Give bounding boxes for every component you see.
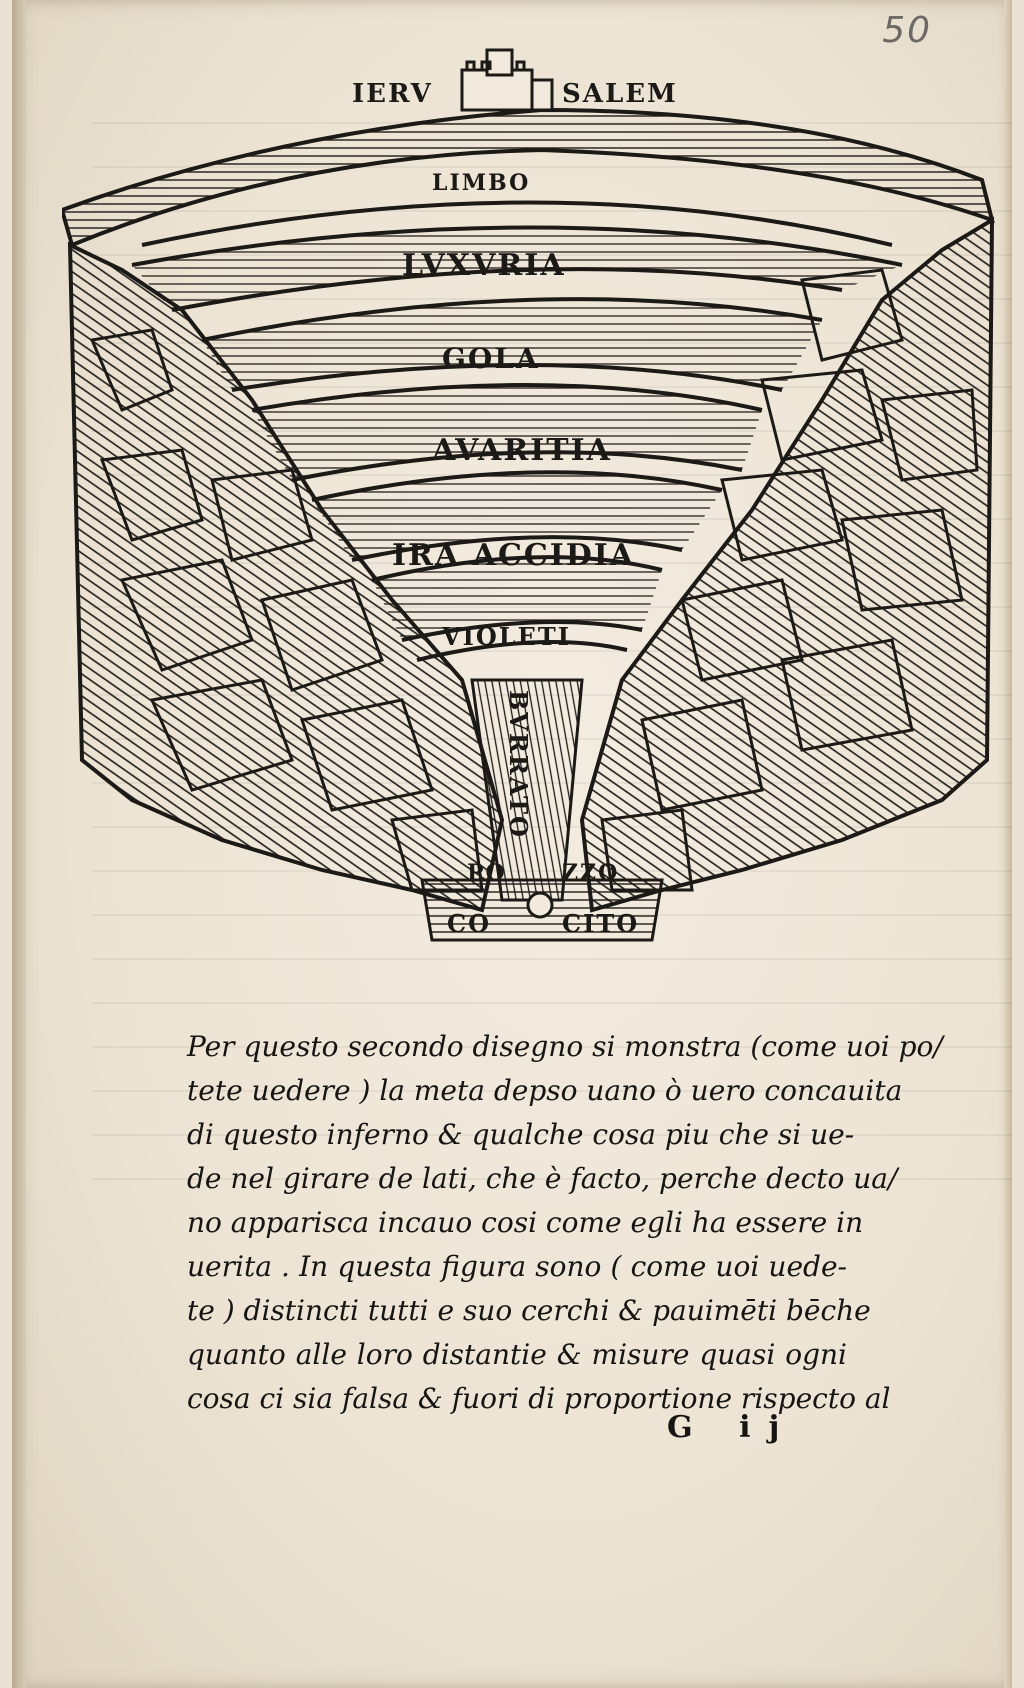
- text-line: Per questo secondo disegno si monstra (come uoi po/: [187, 1030, 943, 1063]
- inferno-woodcut: [62, 40, 1022, 1000]
- label-pozzo-left: PO: [467, 860, 507, 886]
- text-line: cosa ci sia falsa & fuori di proportione rispecto al: [187, 1382, 891, 1415]
- folio-number: 50: [882, 10, 932, 51]
- label-pozzo-right: ZZO: [562, 860, 620, 886]
- label-salem: SALEM: [562, 79, 678, 109]
- text-line: uerita . In questa figura sono ( come uoi uede-: [187, 1250, 847, 1283]
- signature-mark: G ij: [667, 1410, 798, 1445]
- text-line: de nel girare de lati, che è facto, perche decto ua/: [187, 1162, 898, 1195]
- page-gutter: [12, 0, 26, 1688]
- label-ira-accidia: IRA ACCIDIA: [392, 538, 636, 573]
- label-limbo: LIMBO: [432, 170, 531, 196]
- jerusalem-city: [462, 50, 552, 110]
- label-violeti: VIOLETI: [442, 622, 572, 651]
- text-line: di questo inferno & qualche cosa piu che si ue-: [187, 1118, 855, 1151]
- label-gola: GOLA: [442, 342, 540, 375]
- label-avaritia: AVARITIA: [432, 433, 612, 468]
- cocito-center: [528, 893, 552, 917]
- label-ieru: IERV: [352, 79, 433, 109]
- text-line: quanto alle loro distantie & misure quasi ogni: [187, 1338, 847, 1371]
- text-line: no apparisca incauo cosi come egli ha essere in: [187, 1206, 864, 1239]
- label-burrato: BVRRATO: [504, 690, 533, 839]
- label-cocito-left: CO: [447, 909, 492, 938]
- label-luxuria: LVXVRIA: [402, 248, 566, 283]
- text-line: te ) distincti tutti e suo cerchi & pauimēti bēche: [187, 1294, 871, 1327]
- book-page: [12, 0, 1012, 1688]
- body-text: [187, 1025, 943, 1421]
- label-cocito-right: CITO: [562, 909, 640, 938]
- text-line: tete uedere ) la meta depso uano ò uero concauita: [187, 1074, 903, 1107]
